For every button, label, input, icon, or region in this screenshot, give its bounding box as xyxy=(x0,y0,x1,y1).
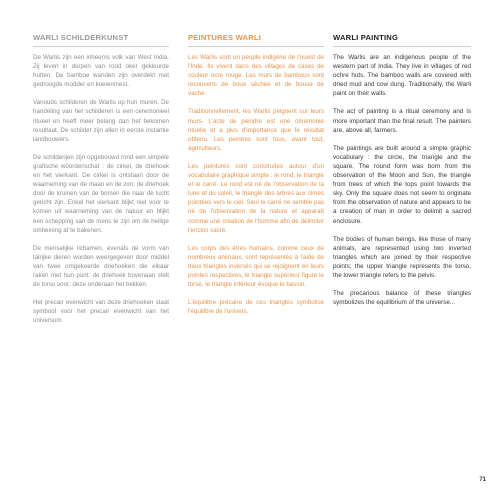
french-paragraph-1: Les Warlis sont un peuple indigène de l'ouest de l'Inde. Ils vivent dans des villages de cases de couleur ocre rouge. Les murs de bambous sont recouverts de boue séchée et de bouse de vache. xyxy=(188,54,324,98)
dutch-paragraph-3: De schilderijen zijn opgebouwd rond een simpele grafische woordenschat : de cirkel, de driehoek en het vierkant. De cirkel is ontstaan door de waarneming van de maan en de zon; de driehoek door de kruinen van de bomen die naar de lucht gericht zijn. Enkel het vierkant blijkt niet voor te komen uit waarneming van de natuur en blijkt een schepping van de mens te zijn om de heilige omheining af te bakenen. xyxy=(33,153,169,234)
french-column xyxy=(188,33,324,325)
english-column-title: WARLI PAINTING xyxy=(333,33,471,47)
english-paragraph-3: The paintings are built around a simple graphic vocabulary : the circle, the triangle and the square. The round form was born from the observation of the Moon and Sun, the triangle from trees of which the tops point towards the sky. Only the square does not seem to originate from the observation of nature and appears to be a creation of man in order to delimit a sacred enclosure. xyxy=(333,144,471,225)
page-number: 71 xyxy=(479,477,486,483)
english-paragraph-5: The precarious balance of these triangles symbolizes the equilibrium of the universe... xyxy=(333,290,471,307)
dutch-column-title: WARLI SCHILDERKUNST xyxy=(33,33,169,47)
dutch-column xyxy=(33,33,169,334)
french-paragraph-2: Traditionnellement, les Warlis peignent sur leurs murs. L'acte de peindre est une cérémonie rituelle et a plus d'importance que le résultat obtenu. Les peintres sont tous, avant tout, agriculteurs. xyxy=(188,108,324,152)
english-column xyxy=(333,33,471,316)
french-paragraph-5: L'équilibre précaire de ces triangles symbolise l'équilibre de l'univers. xyxy=(188,299,324,316)
english-paragraph-1: The Warlis are an indigenous people of the western part of India. They live in villages of red ochre huts. The bamboo walls are covered with dried mud and cow dung. Traditionally, the Warli paint on their walls. xyxy=(333,54,471,98)
english-paragraph-2: The act of painting is a ritual ceremony and is more important than the final result. The painters are, above all, farmers. xyxy=(333,108,471,134)
english-paragraph-4: The bodies of human beings, like those of many animals, are represented using two inverted triangles which are joined by their respective points; the upper triangle represents the torso, the lower triangle refers to the pelvis. xyxy=(333,235,471,279)
dutch-paragraph-4: De menselijke lichamen, evenals de vorm van talrijke dieren worden weergegeven door middel van twee omgekeerde driehoeken die elkaar raken met hun punt: de driehoek bovenaan stelt de torso voor; deze onderaan het bekken. xyxy=(33,244,169,289)
french-column-title: PEINTURES WARLI xyxy=(188,33,324,47)
french-paragraph-3: Les peintures sont construites autour d'un vocabulaire graphique simple : le rond, le triangle et le carré. Le rond est né de l'observation de la lune et du soleil, le triangle des arbres aux cimes pointées vers le ciel. Seul le carré ne semble pas né de l'observation de la nature et apparaît comme une création de l'homme afin de délimiter l'enclos sacré. xyxy=(188,162,324,234)
dutch-paragraph-5: Het precair evenwicht van deze driehoeken staat symbool voor het precair evenwicht van het universum. xyxy=(33,299,169,325)
french-paragraph-4: Les corps des êtres humains, comme ceux de nombreux animaux, sont représentés à l'aide de deux triangles inversés qui se rejoignent en leurs pointes respectives, le triangle supérieur figure le torse, le triangle inférieur évoque le bassin. xyxy=(188,244,324,289)
dutch-paragraph-1: De Warlis zijn een inheems volk van West India. Zij leven in dorpen van rood oker gekleurde hutten. De bamboe wanden zijn overdekt met gedroogde modder en koeienmest. xyxy=(33,54,169,89)
dutch-paragraph-2: Vanouds schilderen de Warlis op hun muren. De handeling van het schilderen is een ceremonieel ritueel en heeft meer belang dan het bekomen resultaat. De schilder zijn allen in eerste instantie landbouwers. xyxy=(33,99,169,143)
